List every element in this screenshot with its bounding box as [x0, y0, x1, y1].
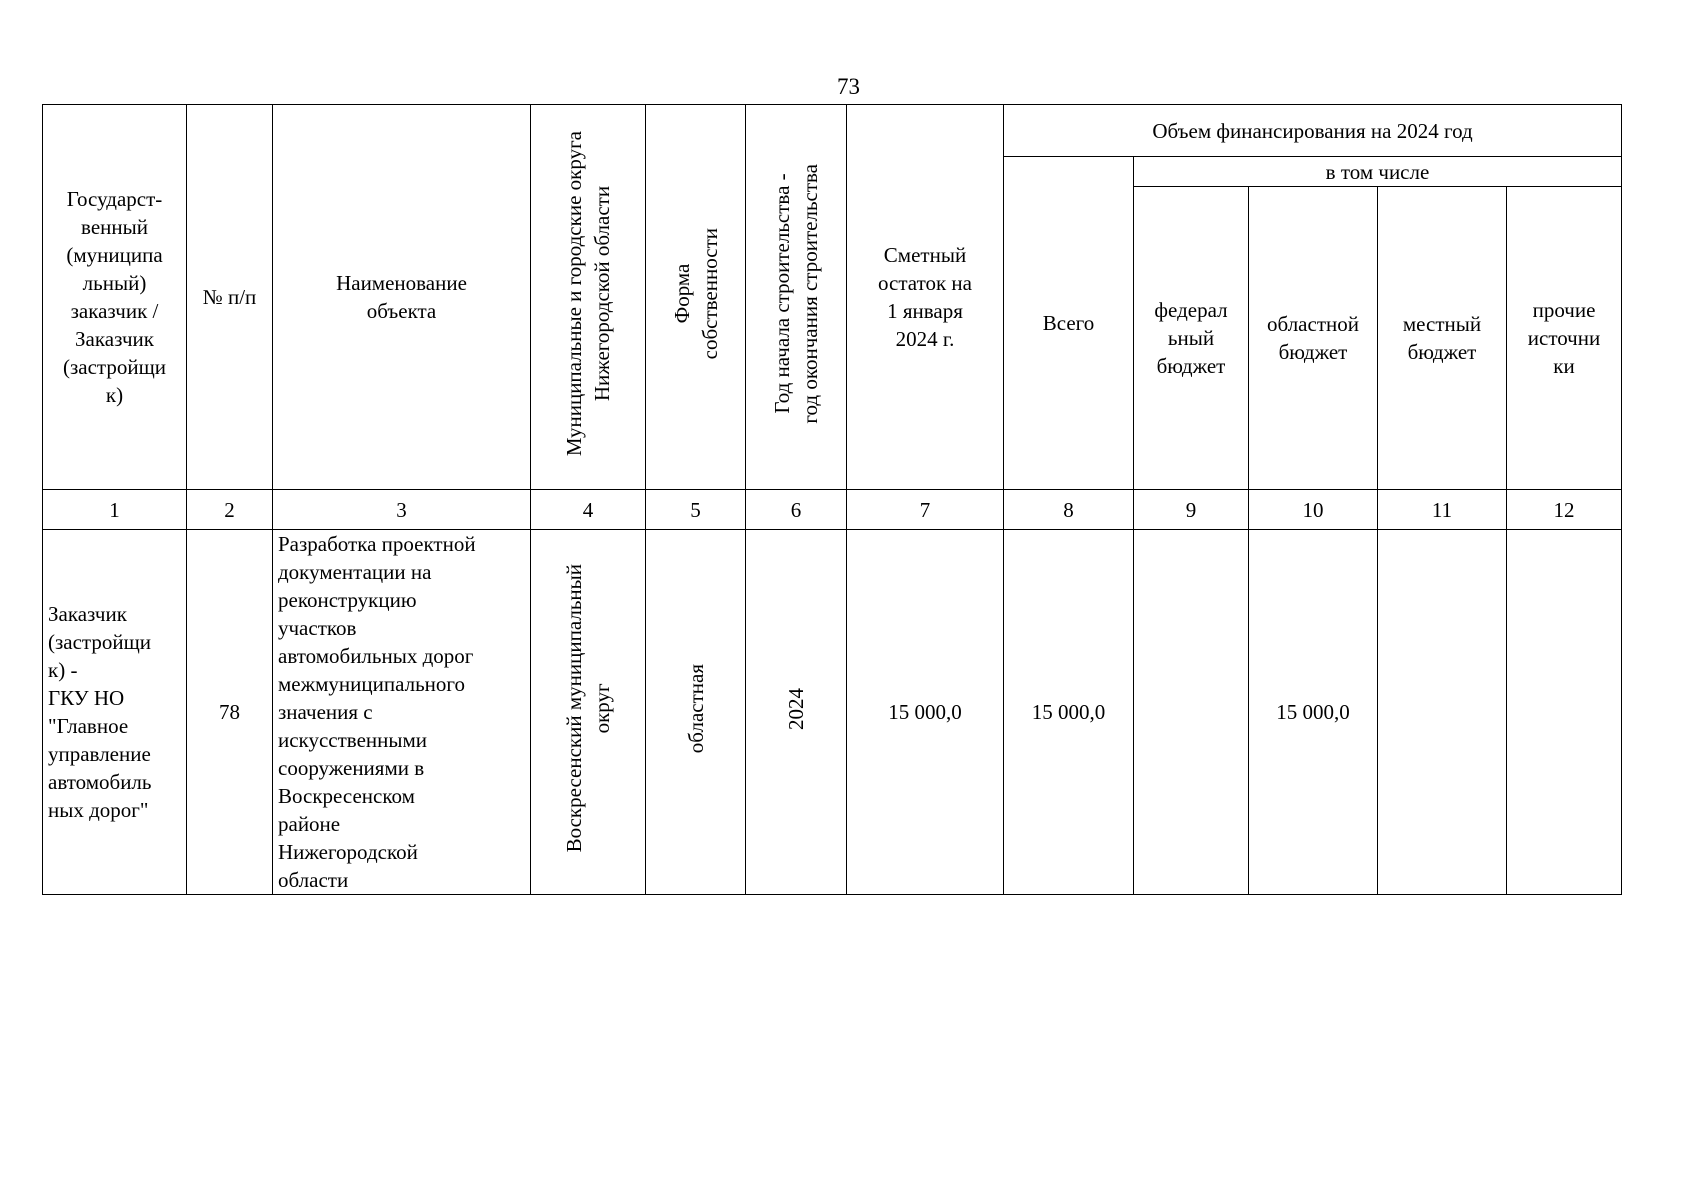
page-number: 73	[837, 74, 860, 99]
header-municipal-district-text: Муниципальные и городские округа Нижегородской области	[562, 130, 614, 457]
row-ownership-form	[646, 530, 746, 895]
header-estimated-balance: Сметный остаток на 1 января 2024 г.	[847, 105, 1004, 490]
header-other-sources: прочие источни ки	[1507, 187, 1622, 490]
row-object-name: Разработка проектной документации на реконструкцию участков автомобильных дорог межмуниципального значения с искусственными сооружениями в Воскресенском районе Нижегородской области	[273, 530, 531, 895]
row-other-sources	[1507, 530, 1622, 895]
column-number: 3	[273, 490, 531, 530]
row-customer: Заказчик (застройщи к) - ГКУ НО "Главное управление автомобиль ных дорог"	[43, 530, 187, 895]
column-number: 7	[847, 490, 1004, 530]
row-regional-budget: 15 000,0	[1249, 530, 1378, 895]
column-number: 10	[1249, 490, 1378, 530]
header-local-budget: местный бюджет	[1378, 187, 1507, 490]
column-number: 2	[187, 490, 273, 530]
column-number: 9	[1134, 490, 1249, 530]
column-number: 5	[646, 490, 746, 530]
column-number-row	[43, 490, 1622, 530]
row-ownership-form-text: областная	[683, 663, 708, 754]
row-number: 78	[187, 530, 273, 895]
column-number: 4	[531, 490, 646, 530]
row-federal-budget	[1134, 530, 1249, 895]
header-construction-years	[746, 105, 847, 490]
row-construction-years	[746, 530, 847, 895]
header-including: в том числе	[1134, 157, 1622, 187]
header-total: Всего	[1004, 157, 1134, 490]
column-number: 1	[43, 490, 187, 530]
header-regional-budget: областной бюджет	[1249, 187, 1378, 490]
header-federal-budget: федерал ьный бюджет	[1134, 187, 1249, 490]
row-construction-years-text: 2024	[784, 687, 808, 730]
row-municipal-district-text: Воскресенский муниципальный округ	[562, 564, 614, 853]
header-row-1	[43, 105, 1622, 157]
header-ownership-form	[646, 105, 746, 490]
row-total: 15 000,0	[1004, 530, 1134, 895]
header-municipal-district	[531, 105, 646, 490]
header-construction-years-text: Год начала строительства - год окончания строительства	[770, 163, 822, 424]
column-number: 6	[746, 490, 847, 530]
column-number: 12	[1507, 490, 1622, 530]
financing-table	[42, 104, 1622, 895]
table-row	[43, 530, 1622, 895]
header-funding-group: Объем финансирования на 2024 год	[1004, 105, 1622, 157]
column-number: 11	[1378, 490, 1507, 530]
column-number: 8	[1004, 490, 1134, 530]
header-number: № п/п	[187, 105, 273, 490]
row-estimated-balance: 15 000,0	[847, 530, 1004, 895]
header-customer: Государст- венный (муниципа льный) заказчик / Заказчик (застройщи к)	[43, 105, 187, 490]
row-municipal-district	[531, 530, 646, 895]
header-object-name: Наименование объекта	[273, 105, 531, 490]
header-ownership-form-text: Форма собственности	[669, 227, 722, 360]
row-local-budget	[1378, 530, 1507, 895]
